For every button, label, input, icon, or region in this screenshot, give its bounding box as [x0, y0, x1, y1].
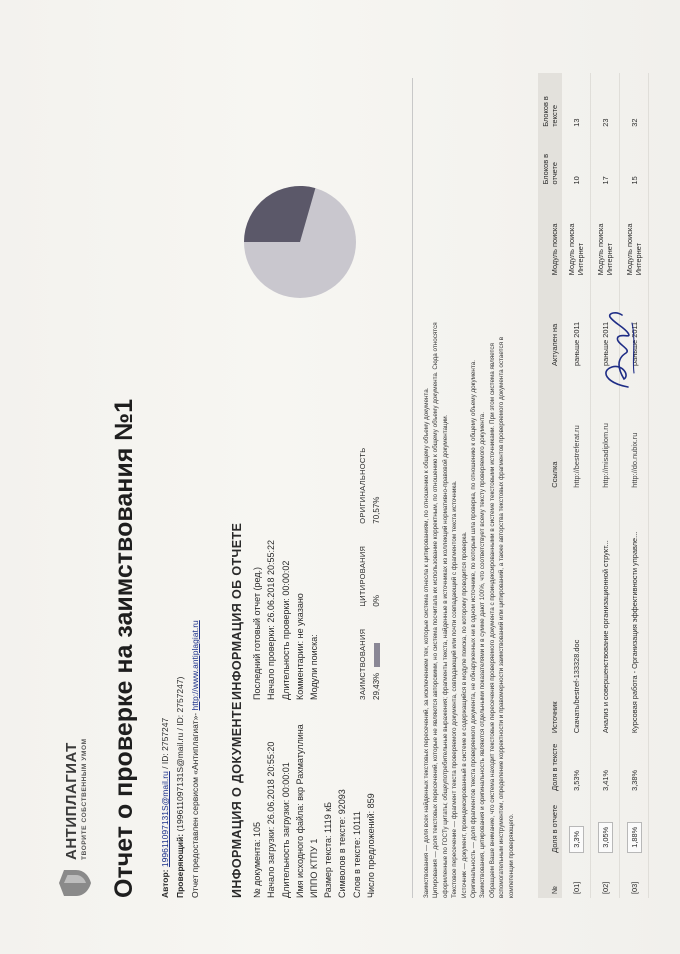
provided-by-text: Отчет предоставлен сервисом «Антиплагиат»-	[190, 712, 200, 898]
source-link[interactable]: http://bestreferat.ru	[562, 370, 591, 492]
col-actual: Актуален на	[538, 279, 562, 370]
doc-info-line: Размер текста: 1119 кБ	[323, 801, 334, 898]
col-blocks-text: Блоков в тексте	[538, 73, 562, 131]
report-meta	[158, 620, 203, 898]
blocks-in-report: 10	[562, 131, 591, 189]
author-label: Автор:	[160, 869, 170, 898]
shield-logo-icon	[58, 868, 92, 898]
source-name[interactable]: Курсовая работа - Организация эффективности управле...	[620, 492, 649, 737]
doc-info-line: Символов в тексте: 92093	[337, 789, 348, 898]
search-module-line: Интернет	[576, 243, 585, 276]
col-module: Модуль поиска	[538, 189, 562, 280]
row-number: [02]	[591, 857, 620, 898]
source-name[interactable]: Анализ и совершенствование организационной структ...	[591, 492, 620, 737]
share-text-value: 3,41%	[591, 737, 620, 795]
checker-value: (199611097131S@mail.ru / ID: 2757247)	[175, 676, 185, 832]
definition-line: Оригинальность — доля фрагментов текста проверяемого документа, не обнаруженных ни в одном источнике, по которым шла проверка, по отношению к общему объему документа.	[470, 360, 478, 898]
report-info-line: Длительность проверки: 00:00:02	[280, 560, 291, 700]
search-module-line: Модуль поиска	[567, 223, 576, 276]
report-info-line: Комментарии: не указано	[294, 593, 305, 700]
brand-name: АНТИПЛАГИАТ	[62, 742, 80, 860]
author-id: / ID: 2757247	[160, 717, 170, 769]
definition-line: Текстовое пересечение — фрагмент текста проверяемого документа, совпадающий или почти совпадающий с фрагментом текста источника.	[451, 480, 459, 898]
definition-line: Обращаем Ваше внимание, что система находит текстовые пересечения проверяемого документа с проиндексированными в системе текстовыми источниками. При этом система является	[488, 343, 496, 898]
pie-svg	[240, 182, 360, 302]
checker-label: Проверяющий:	[175, 833, 185, 898]
borrowings-label: ЗАИМСТВОВАНИЯ	[358, 628, 367, 700]
report-info-heading: ИНФОРМАЦИЯ ОБ ОТЧЕТЕ	[230, 522, 244, 700]
blocks-in-report: 15	[620, 131, 649, 189]
share-report-value: 3,05%	[598, 822, 613, 853]
document-info	[230, 701, 378, 898]
report-page	[40, 48, 643, 928]
search-module	[591, 189, 620, 280]
originality-stat	[358, 448, 381, 524]
report-info-line: Последний готовый отчет (ред.)	[252, 566, 263, 700]
author-line	[158, 620, 173, 898]
col-link: Ссылка	[538, 370, 562, 492]
doc-info-line: Число предложений: 859	[365, 793, 376, 898]
share-report-value: 1,88%	[627, 822, 642, 853]
borrowings-value: 29,43%	[372, 672, 381, 700]
source-link[interactable]: http://do.nubix.ru	[620, 370, 649, 492]
doc-info-line: Имя исходного файла: вкр Рахматуллина	[294, 724, 305, 898]
col-share-text: Доля в тексте	[538, 737, 562, 795]
search-module-line: Модуль поиска	[625, 223, 634, 276]
blocks-in-text: 23	[591, 73, 620, 131]
citations-value: 0%	[372, 595, 381, 607]
search-module-line: Интернет	[605, 243, 614, 276]
doc-info-line: Начало загрузки: 26.06.2018 20:55:20	[266, 741, 277, 898]
definition-line: оформленные по ГОСТу цитаты; общеупотребительные выражения; фрагменты текста, найденные в источниках из коллекций нормативно-правовой документации.	[441, 414, 449, 898]
blocks-in-report: 17	[591, 131, 620, 189]
definition-line: Заимствования — доля всех найденных текстовых пересечений, за исключением тех, которые система отнесла к цитированиям, по отношению к общему объему документа.	[423, 387, 430, 898]
source-name[interactable]: Скачать/bestref-133328.doc	[562, 492, 591, 737]
table-row	[591, 73, 620, 898]
col-share-report: Доля в отчете	[538, 795, 562, 857]
definition-line: Цитирования — доля текстовых пересечений, которые не являются авторскими, но система посчитала их использование корректным, по отношению к общему объему документа. Сюда относятся	[432, 322, 440, 898]
table-header-row	[538, 73, 562, 898]
brand-logo	[58, 738, 92, 898]
borrowings-bar	[374, 643, 380, 667]
row-number: [03]	[620, 857, 649, 898]
doc-info-line: Слов в тексте: 10111	[351, 811, 362, 898]
divider	[412, 78, 413, 898]
definition-line: компетенции проверяющего.	[507, 813, 515, 898]
col-num: №	[538, 857, 562, 898]
doc-info-line: № документа: 105	[252, 821, 263, 898]
row-number: [01]	[562, 857, 591, 898]
share-text-value: 3,38%	[620, 737, 649, 795]
doc-info-line: ИППО КТПУ 1	[309, 838, 320, 898]
definition-line: Источник — документ, проиндексированный в системе и содержащийся в модуле поиска, по которому проводится проверка.	[460, 531, 468, 898]
col-blocks-report: Блоков в отчете	[538, 131, 562, 189]
doc-info-line: Длительность загрузки: 00:00:01	[280, 762, 291, 898]
table-row	[620, 73, 649, 898]
search-module	[620, 189, 649, 280]
definition-line: вспомогательным инструментом, определение корректности и правомерности заимствований или цитирований, а также авторства текстовых фрагментов проверяемого документа остается в	[498, 336, 506, 898]
search-module	[562, 189, 591, 280]
definition-line: Заимствования, цитирования и оригинальность являются отдельными показателями и в сумме дают 100%, что соответствует всему тексту проверяемого документа.	[479, 412, 487, 898]
definitions-text	[422, 88, 516, 898]
actual-date: раньше 2011	[562, 279, 591, 370]
borrowings-stat	[358, 629, 381, 700]
citations-label: ЦИТИРОВАНИЯ	[358, 545, 367, 607]
sources-table	[538, 73, 649, 898]
checker-line	[173, 620, 188, 898]
document-info-heading: ИНФОРМАЦИЯ О ДОКУМЕНТЕ	[230, 701, 244, 898]
report-info-line: Начало проверки: 26.06.2018 20:55:22	[266, 540, 277, 700]
report-info-line: Модули поиска:	[309, 634, 320, 700]
search-module-line: Модуль поиска	[596, 223, 605, 276]
author-email-link[interactable]: 199611097131S@mail.ru	[160, 771, 170, 868]
share-report-value: 3,3%	[569, 826, 584, 853]
brand-tagline: ТВОРИТЕ СОБСТВЕННЫМ УМОМ	[80, 738, 88, 860]
report-info	[230, 523, 321, 700]
source-link[interactable]: http://misadiplom.ru	[591, 370, 620, 492]
blocks-in-text: 13	[562, 73, 591, 131]
score-summary	[358, 448, 381, 701]
citations-stat	[358, 546, 381, 607]
provided-by-line	[188, 620, 203, 898]
actual-date: раньше 2011	[591, 279, 620, 370]
originality-value: 70,57%	[372, 496, 381, 524]
originality-label: ОРИГИНАЛЬНОСТЬ	[358, 447, 367, 524]
originality-pie-chart	[240, 182, 360, 302]
table-row	[562, 73, 591, 898]
handwritten-signature	[588, 303, 648, 393]
actual-date: раньше 2011	[620, 279, 649, 370]
share-text-value: 3,53%	[562, 737, 591, 795]
blocks-in-text: 32	[620, 73, 649, 131]
antiplagiat-link[interactable]: http://www.antiplagiat.ru	[190, 620, 200, 711]
search-module-line: Интернет	[634, 243, 643, 276]
col-source: Источник	[538, 492, 562, 737]
report-title: Отчет о проверке на заимствования №1	[110, 398, 138, 898]
